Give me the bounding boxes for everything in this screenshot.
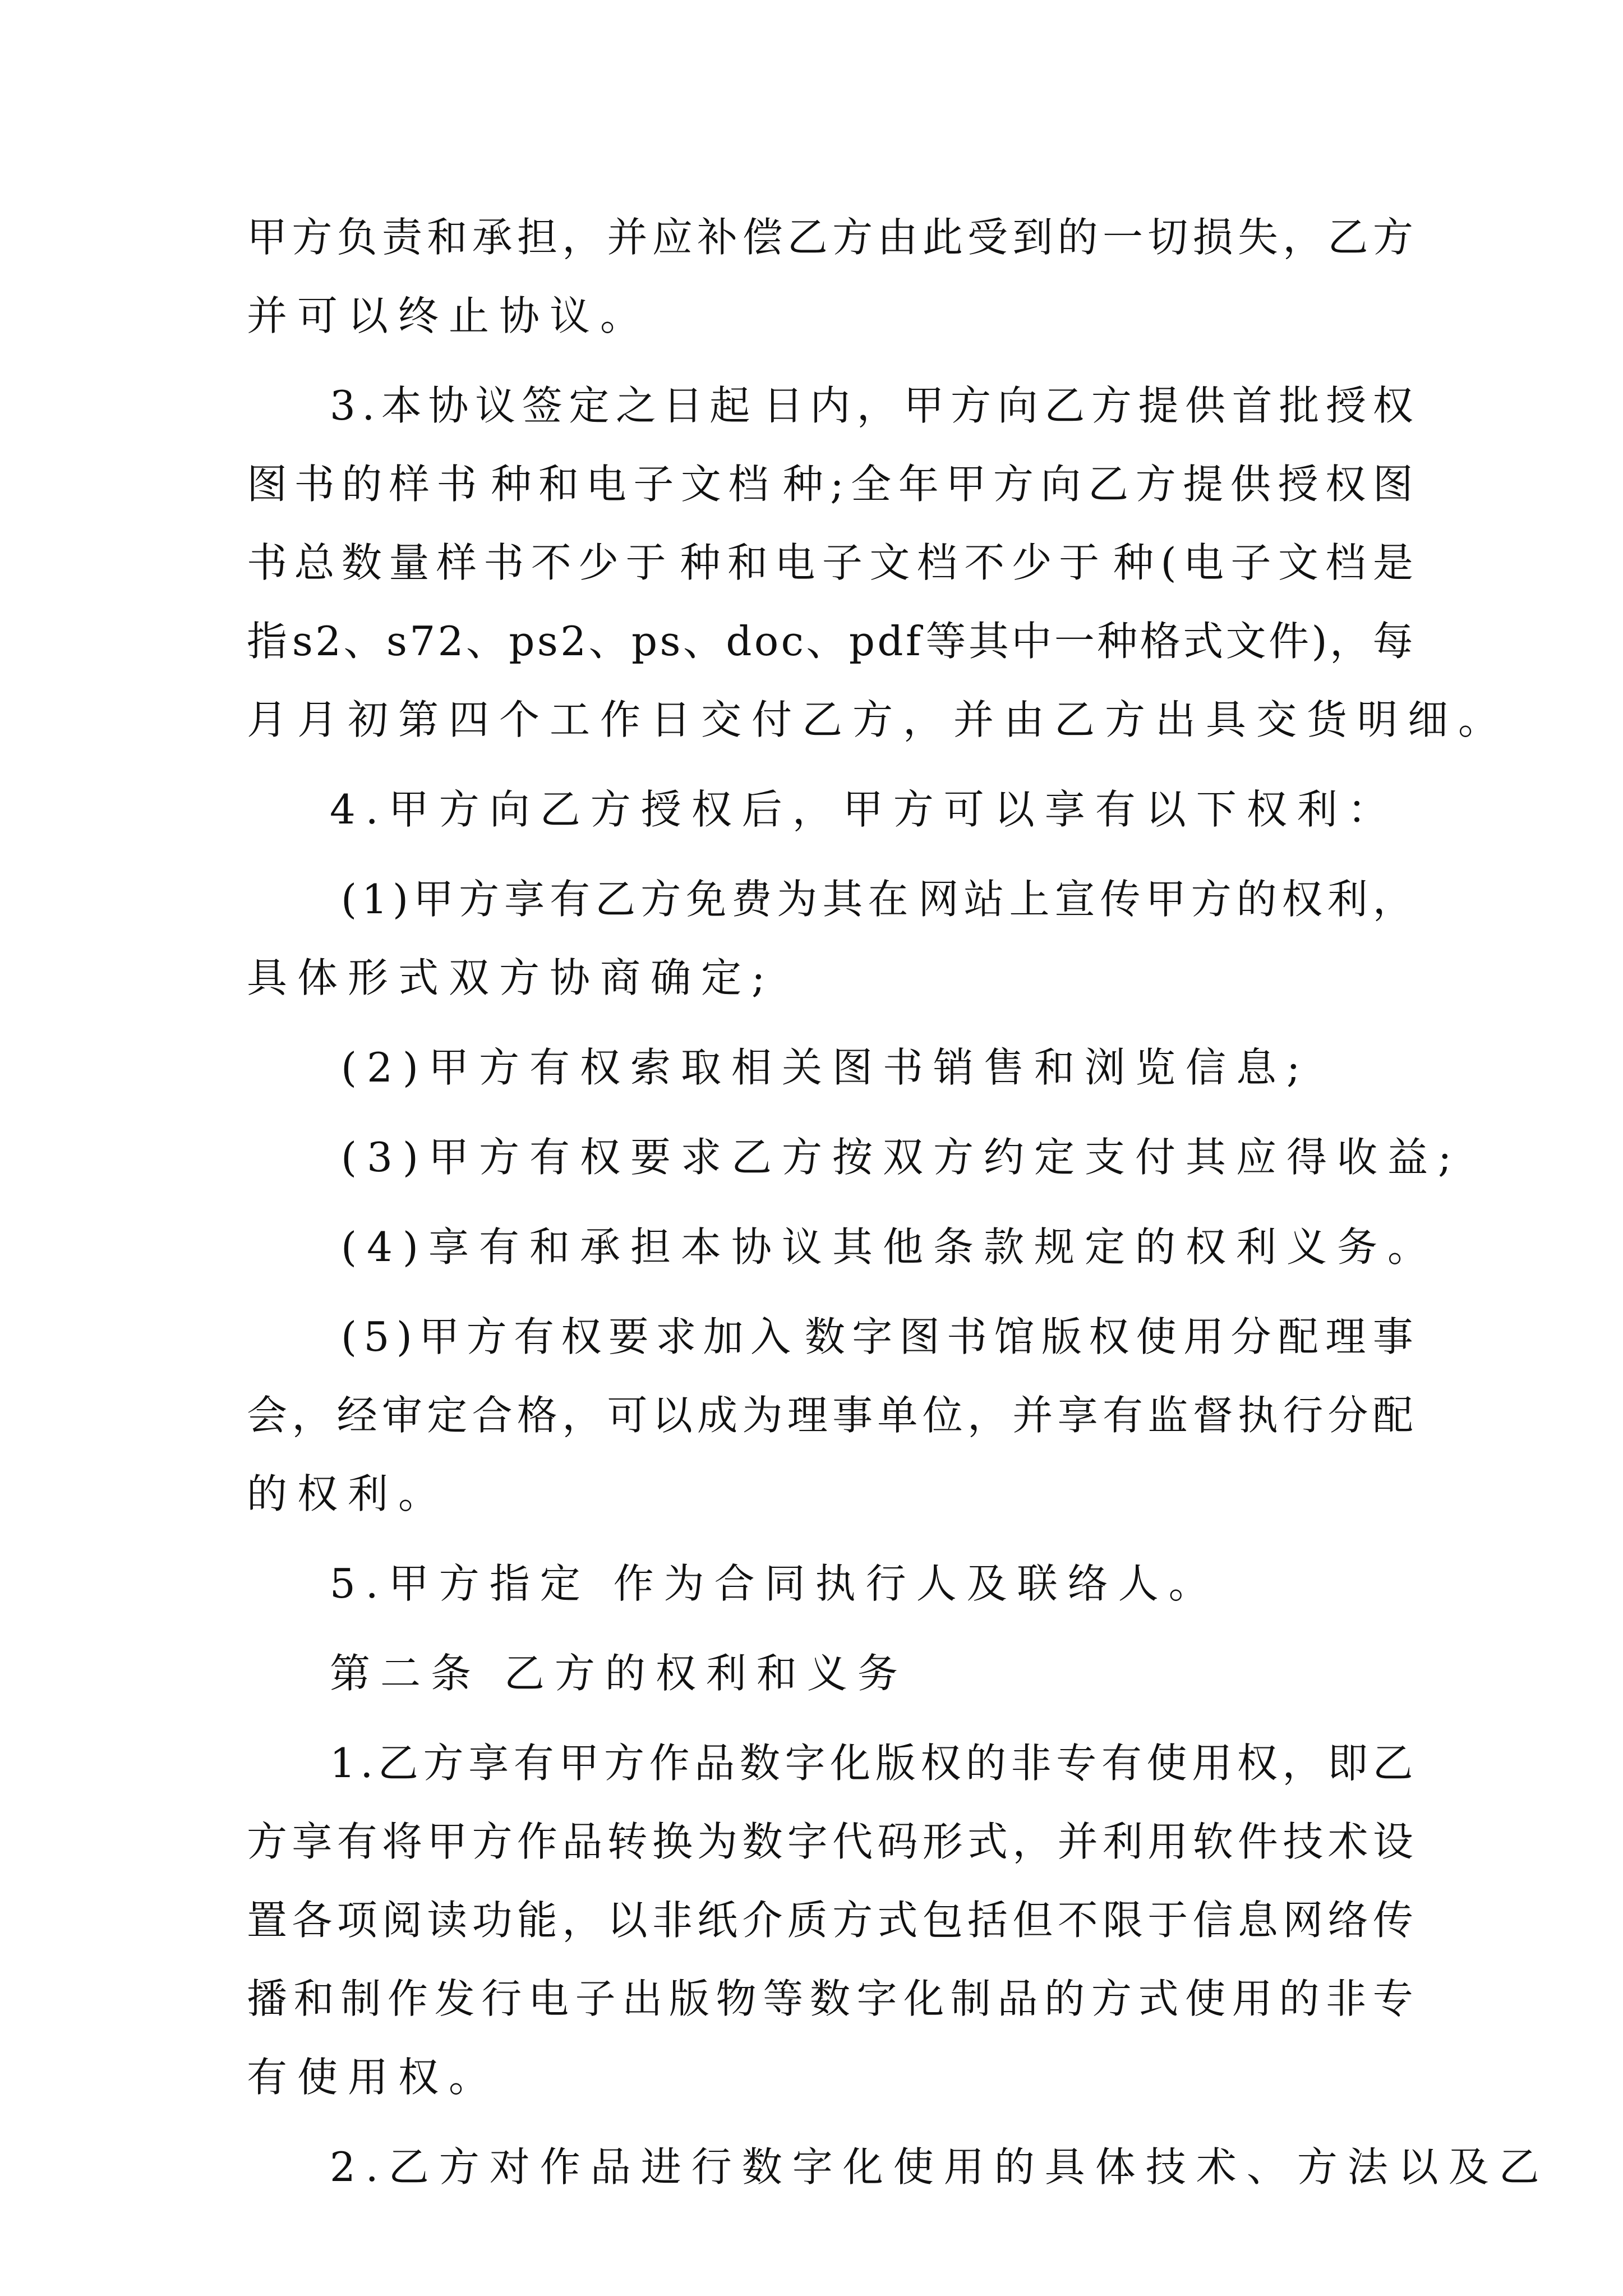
paragraph-p8 [247,1315,1413,1515]
text-line: 指 s 2 、 s 7 2 、 p s 2 、 p s 、 d o c 、 p d f 等 其 中 一 种 格 式 文 件 ) ， 每 [247,618,1413,665]
paragraph-p11 [247,1742,1413,2099]
text-line: (4)享有和承担本协议其他条款规定的权利义务。 [341,1223,1438,1271]
text-line: 月月初第四个工作日交付乙方，并由乙方出具交货明细。 [247,696,1509,743]
paragraph-p3 [247,788,1413,831]
paragraph-p7 [247,1223,1438,1271]
paragraph-p2 [247,382,1509,743]
text-line: 有使用权。 [247,2054,500,2101]
text-line: (3)甲方有权要求乙方按双方约定支付其应得收益; [341,1134,1462,1181]
text-line: ( 1 ) 甲 方 享 有 乙 方 免 费 为 其 在 网 站 上 宣 传 甲 方 的 权 利 ， [341,876,1413,923]
text-line: 图 书 的 样 书 种 和 电 子 文 档 种 ; 全 年 甲 方 向 乙 方 提 供 授 权 图 [247,461,1413,508]
text-line: ( 5 ) 甲 方 有 权 要 求 加 入 数 字 图 书 馆 版 权 使 用 分 配 理 事 [341,1313,1413,1360]
text-line: 第二条 乙方的权利和义务 [330,1650,908,1697]
paragraph-p4 [247,878,1413,999]
text-line: 4.甲方向乙方授权后，甲方可以享有以下权利： [330,786,1398,833]
text-line: 并可以终止协议。 [247,292,651,339]
text-line: 的权利。 [247,1470,449,1517]
text-line: 置 各 项 阅 读 功 能 ， 以 非 纸 介 质 方 式 包 括 但 不 限 于 信 息 网 络 传 [247,1897,1413,1944]
text-line: 播 和 制 作 发 行 电 子 出 版 物 等 数 字 化 制 品 的 方 式 使 用 的 非 专 [247,1975,1413,2022]
paragraph-p5 [247,1046,1413,1089]
text-line: 方 享 有 将 甲 方 作 品 转 换 为 数 字 代 码 形 式 ， 并 利 用 软 件 技 术 设 [247,1818,1413,1865]
paragraph-p12 [247,2143,1550,2191]
document-body [247,214,1550,2191]
text-line: (2)甲方有权索取相关图书销售和浏览信息; [341,1044,1311,1091]
text-line: 3 . 本 协 议 签 定 之 日 起 日 内 ， 甲 方 向 乙 方 提 供 首 批 授 权 [330,382,1413,429]
text-line: 甲 方 负 责 和 承 担 ， 并 应 补 偿 乙 方 由 此 受 到 的 一 切 损 失 ， 乙 方 [247,214,1413,261]
text-line: 5.甲方指定 作为合同执行人及联络人。 [330,1560,1219,1607]
text-line: 具体形式双方协商确定; [247,954,776,1001]
text-line: 1 . 乙 方 享 有 甲 方 作 品 数 字 化 版 权 的 非 专 有 使 用 权 ， 即 乙 [330,1740,1413,1787]
paragraph-p9 [247,1562,1413,1605]
text-line: 会 ， 经 审 定 合 格 ， 可 以 成 为 理 事 单 位 ， 并 享 有 监 督 执 行 分 配 [247,1392,1413,1439]
text-line: 2.乙方对作品进行数字化使用的具体技术、方法以及乙 [330,2143,1550,2191]
paragraph-p10 [247,1652,1413,1695]
paragraph-p6 [247,1134,1462,1181]
text-line: 书 总 数 量 样 书 不 少 于 种 和 电 子 文 档 不 少 于 种 ( 电 子 文 档 是 [247,539,1413,586]
paragraph-p1 [247,216,1413,337]
